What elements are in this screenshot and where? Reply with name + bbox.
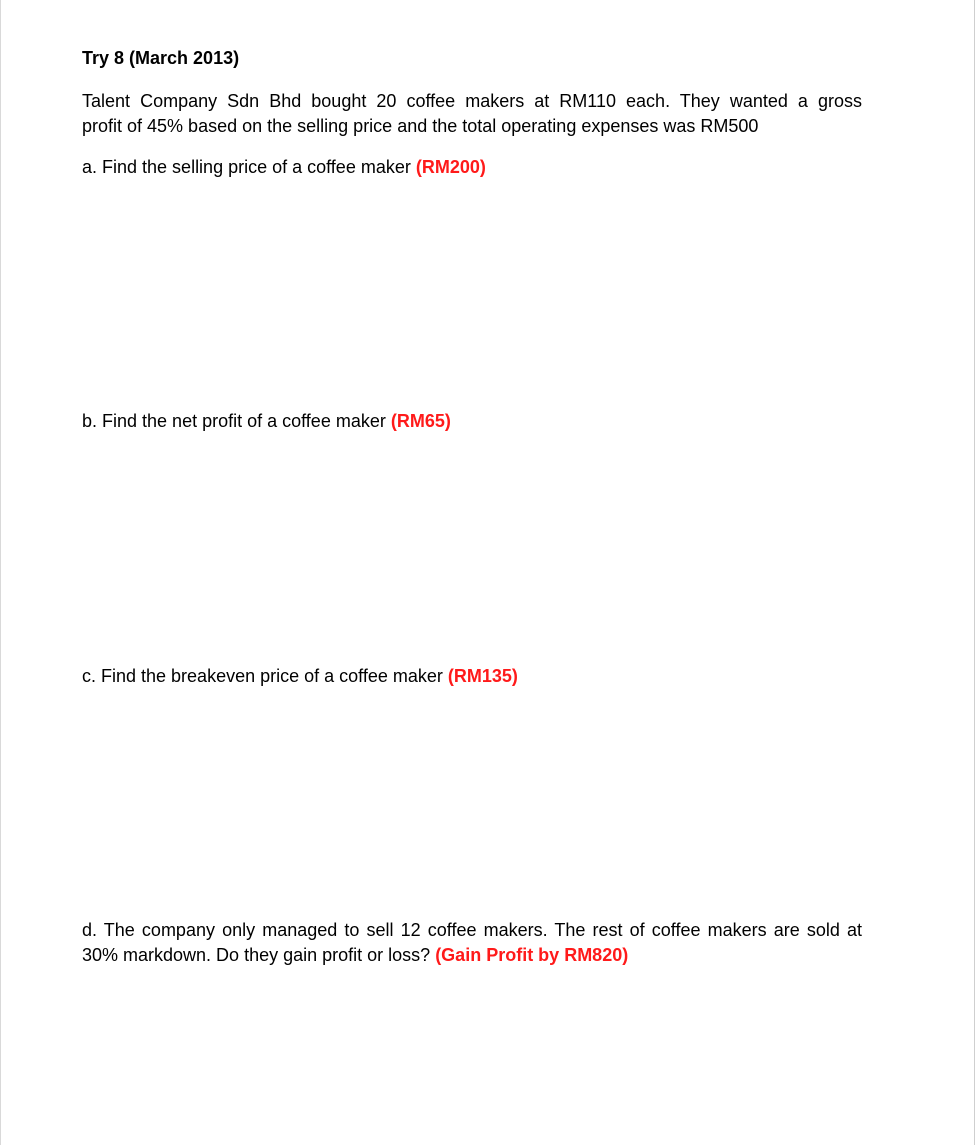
- question-a: [82, 155, 486, 180]
- problem-statement-line: profit of 45% based on the selling price and the total operating expenses was RM500: [82, 116, 759, 136]
- page-edge: [974, 0, 975, 1145]
- question-line: [82, 943, 862, 968]
- problem-statement-line: Talent Company Sdn Bhd bought 20 coffee makers at RM110 each. They wanted a gross: [82, 91, 862, 111]
- question-line: [82, 664, 518, 689]
- question-line: [82, 155, 486, 180]
- answer-text: (RM135): [447, 666, 518, 686]
- problem-statement: [82, 89, 862, 139]
- question-b: [82, 409, 451, 434]
- question-line: d. The company only managed to sell 12 coffee makers. The rest of coffee makers are sold at: [82, 920, 862, 940]
- answer-text: (RM200): [415, 157, 486, 177]
- answer-text: (RM65): [390, 411, 451, 431]
- question-d: [82, 918, 862, 968]
- question-text: 30% markdown. Do they gain profit or loss?: [82, 945, 431, 965]
- page-edge: [0, 0, 1, 1145]
- question-line: [82, 409, 451, 434]
- question-c: [82, 664, 518, 689]
- question-text: a. Find the selling price of a coffee maker: [82, 157, 411, 177]
- answer-text: (Gain Profit by RM820): [435, 945, 629, 965]
- page-title: Try 8 (March 2013): [82, 48, 240, 68]
- question-text: c. Find the breakeven price of a coffee maker: [82, 666, 443, 686]
- question-text: b. Find the net profit of a coffee maker: [82, 411, 386, 431]
